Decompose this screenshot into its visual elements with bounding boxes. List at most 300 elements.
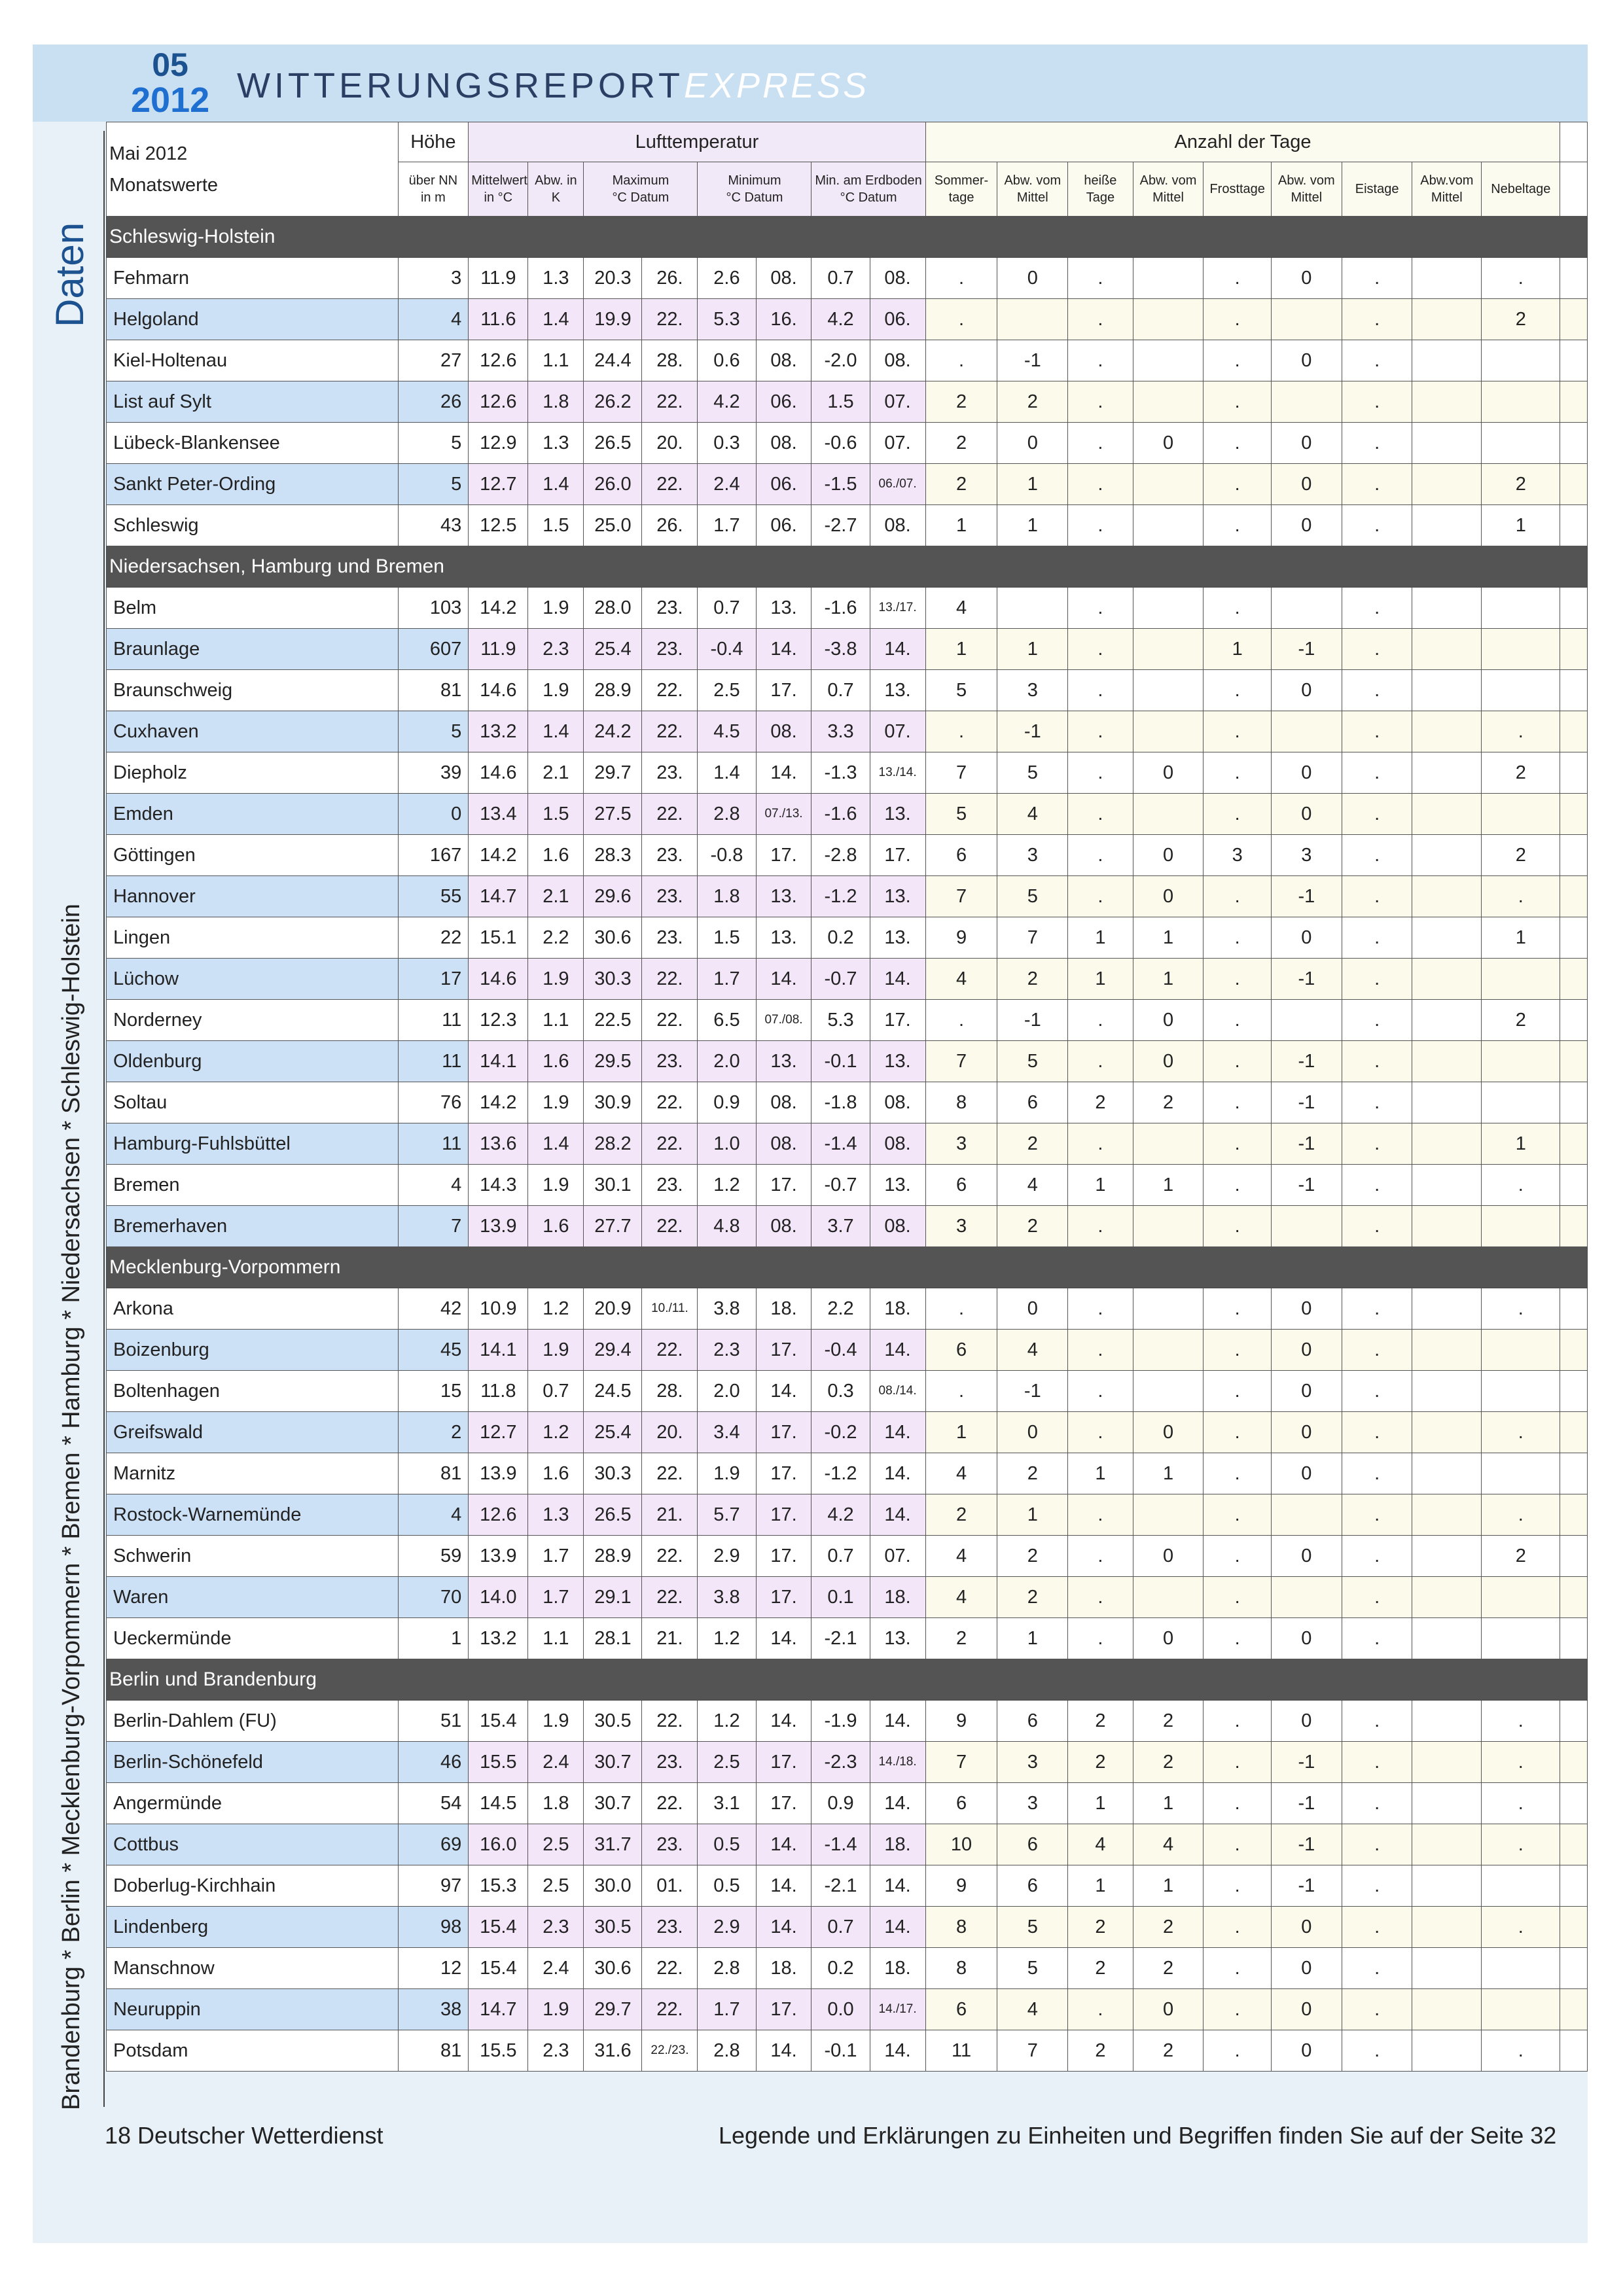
- temperature-cell: 12.7: [469, 1412, 528, 1453]
- station-name: Kiel-Holtenau: [107, 340, 399, 381]
- day-count-cell: 8: [925, 1082, 997, 1123]
- temperature-cell: 2.5: [528, 1865, 584, 1907]
- temperature-cell: 18.: [870, 1577, 925, 1618]
- day-count-cell: 4: [1133, 1824, 1204, 1865]
- day-count-cell: [1412, 1206, 1482, 1247]
- temperature-cell: 13./14.: [870, 752, 925, 794]
- station-name: Boizenburg: [107, 1330, 399, 1371]
- station-row: [107, 299, 1588, 340]
- station-name: Waren: [107, 1577, 399, 1618]
- temperature-cell: 13./17.: [870, 588, 925, 629]
- station-name: Greifswald: [107, 1412, 399, 1453]
- temperature-cell: 08.: [756, 423, 812, 464]
- day-count-cell: .: [1068, 1123, 1133, 1165]
- subheader-line2: Tage: [1086, 190, 1115, 205]
- day-count-cell: -1: [1271, 1041, 1342, 1082]
- day-count-cell: .: [1342, 1824, 1412, 1865]
- day-count-cell: [1482, 1041, 1560, 1082]
- temperature-cell: 1.5: [698, 917, 756, 959]
- temperature-cell: 13.: [870, 876, 925, 917]
- temperature-cell: 14.: [756, 1907, 812, 1948]
- station-name: Hannover: [107, 876, 399, 917]
- day-count-cell: .: [925, 1371, 997, 1412]
- subheader-line1: Abw. in: [535, 173, 577, 188]
- subheader-line1: Min. am Erdboden: [815, 173, 922, 188]
- row-spacer: [1560, 1165, 1588, 1206]
- temperature-cell: -1.2: [812, 876, 870, 917]
- day-count-cell: .: [1068, 1412, 1133, 1453]
- day-count-cell: [1412, 670, 1482, 711]
- temperature-cell: 06.: [756, 505, 812, 546]
- temperature-cell: 0.3: [698, 423, 756, 464]
- row-spacer: [1560, 1618, 1588, 1659]
- temperature-cell: 1.9: [528, 1082, 584, 1123]
- day-count-cell: 2: [1133, 1082, 1204, 1123]
- temperature-cell: 17.: [870, 835, 925, 876]
- day-count-cell: 4: [1068, 1824, 1133, 1865]
- day-count-cell: 0: [1271, 752, 1342, 794]
- station-row: [107, 1123, 1588, 1165]
- temperature-cell: 0.5: [698, 1865, 756, 1907]
- day-count-cell: 4: [925, 1536, 997, 1577]
- day-count-cell: .: [1482, 1288, 1560, 1330]
- row-spacer: [1560, 1206, 1588, 1247]
- day-count-cell: [1412, 1288, 1482, 1330]
- day-count-cell: 2: [1068, 1948, 1133, 1989]
- temperature-cell: 22.: [642, 1206, 698, 1247]
- day-count-cell: 1: [1068, 1165, 1133, 1206]
- row-spacer: [1560, 1536, 1588, 1577]
- day-count-cell: 2: [997, 1577, 1068, 1618]
- temperature-cell: 14.: [756, 1824, 812, 1865]
- day-count-cell: .: [1342, 1330, 1412, 1371]
- temperature-cell: 23.: [642, 1907, 698, 1948]
- day-count-cell: .: [1204, 1206, 1272, 1247]
- temperature-cell: 23.: [642, 588, 698, 629]
- day-count-cell: .: [1482, 1742, 1560, 1783]
- temperature-cell: -1.8: [812, 1082, 870, 1123]
- day-count-cell: 7: [997, 917, 1068, 959]
- day-count-cell: .: [1342, 1165, 1412, 1206]
- day-count-cell: .: [1342, 1577, 1412, 1618]
- day-count-cell: .: [1482, 1701, 1560, 1742]
- day-count-cell: 5: [997, 1041, 1068, 1082]
- day-count-cell: 0: [997, 423, 1068, 464]
- subheader-line2: in m: [420, 190, 446, 205]
- temperature-cell: 14.: [756, 2030, 812, 2072]
- temperature-cell: 2.4: [528, 1742, 584, 1783]
- day-count-cell: 4: [925, 1577, 997, 1618]
- day-count-cell: 4: [925, 1453, 997, 1494]
- day-count-cell: 2: [997, 1123, 1068, 1165]
- temperature-cell: 24.2: [584, 711, 642, 752]
- station-elevation: 103: [398, 588, 469, 629]
- temperature-cell: 18.: [870, 1288, 925, 1330]
- day-count-cell: 2: [925, 423, 997, 464]
- temperature-cell: 25.4: [584, 629, 642, 670]
- day-count-cell: 2: [997, 1536, 1068, 1577]
- day-count-cell: [1412, 1783, 1482, 1824]
- temperature-cell: -0.4: [812, 1330, 870, 1371]
- day-count-cell: [1412, 876, 1482, 917]
- station-elevation: 167: [398, 835, 469, 876]
- temperature-cell: 22.: [642, 1000, 698, 1041]
- station-name: Cuxhaven: [107, 711, 399, 752]
- header-hoehe: Höhe: [398, 122, 469, 162]
- day-count-cell: [1412, 1824, 1482, 1865]
- temperature-cell: 1.9: [528, 959, 584, 1000]
- temperature-cell: 18.: [756, 1948, 812, 1989]
- day-count-cell: .: [1342, 959, 1412, 1000]
- day-count-cell: [1482, 1865, 1560, 1907]
- subheader-cell: [1482, 162, 1560, 217]
- station-name: Braunlage: [107, 629, 399, 670]
- temperature-cell: 2.8: [698, 2030, 756, 2072]
- station-row: [107, 1948, 1588, 1989]
- day-count-cell: 4: [997, 1165, 1068, 1206]
- day-count-cell: .: [1068, 1330, 1133, 1371]
- temperature-cell: 20.3: [584, 258, 642, 299]
- temperature-cell: -1.6: [812, 794, 870, 835]
- day-count-cell: 2: [1068, 1701, 1133, 1742]
- temperature-cell: 14.6: [469, 959, 528, 1000]
- day-count-cell: .: [1204, 1907, 1272, 1948]
- subheader-line1: Minimum: [728, 173, 781, 188]
- day-count-cell: .: [1204, 876, 1272, 917]
- day-count-cell: 0: [1133, 1412, 1204, 1453]
- day-count-cell: .: [1342, 381, 1412, 423]
- day-count-cell: .: [1204, 670, 1272, 711]
- station-row: [107, 1165, 1588, 1206]
- day-count-cell: [1412, 1165, 1482, 1206]
- day-count-cell: .: [1342, 1536, 1412, 1577]
- station-name: Ueckermünde: [107, 1618, 399, 1659]
- day-count-cell: .: [1342, 1907, 1412, 1948]
- row-spacer: [1560, 959, 1588, 1000]
- day-count-cell: [1412, 1701, 1482, 1742]
- station-name: Lingen: [107, 917, 399, 959]
- day-count-cell: [1482, 794, 1560, 835]
- temperature-cell: 1.4: [528, 299, 584, 340]
- day-count-cell: 0: [1271, 505, 1342, 546]
- temperature-cell: 0.7: [812, 1907, 870, 1948]
- day-count-cell: 2: [997, 1206, 1068, 1247]
- temperature-cell: 2.3: [698, 1330, 756, 1371]
- subheader-line2: °C Datum: [612, 190, 669, 205]
- day-count-cell: 9: [925, 1701, 997, 1742]
- day-count-cell: .: [1342, 794, 1412, 835]
- day-count-cell: .: [1068, 1288, 1133, 1330]
- station-name: Berlin-Schönefeld: [107, 1742, 399, 1783]
- temperature-cell: 2.3: [528, 629, 584, 670]
- day-count-cell: 0: [1271, 1618, 1342, 1659]
- temperature-cell: 3.3: [812, 711, 870, 752]
- temperature-cell: 22.: [642, 299, 698, 340]
- day-count-cell: .: [1204, 794, 1272, 835]
- day-count-cell: [1412, 1618, 1482, 1659]
- temperature-cell: 17.: [756, 1494, 812, 1536]
- station-elevation: 607: [398, 629, 469, 670]
- temperature-cell: 10./11.: [642, 1288, 698, 1330]
- day-count-cell: 0: [997, 1412, 1068, 1453]
- day-count-cell: 2: [1133, 2030, 1204, 2072]
- corner-caption: Monatswerte: [109, 174, 219, 196]
- temperature-cell: 15.4: [469, 1907, 528, 1948]
- subheader-cell: [398, 162, 469, 217]
- temperature-cell: 08.: [756, 258, 812, 299]
- subheader-cell: [925, 162, 997, 217]
- station-row: [107, 1783, 1588, 1824]
- day-count-cell: 6: [997, 1701, 1068, 1742]
- temperature-cell: 22.: [642, 1082, 698, 1123]
- temperature-cell: 14.2: [469, 1082, 528, 1123]
- day-count-cell: 1: [997, 1494, 1068, 1536]
- day-count-cell: 0: [1133, 1536, 1204, 1577]
- day-count-cell: 1: [1133, 1783, 1204, 1824]
- station-name: Boltenhagen: [107, 1371, 399, 1412]
- temperature-cell: 14.0: [469, 1577, 528, 1618]
- temperature-cell: 06.: [870, 299, 925, 340]
- temperature-cell: 07.: [870, 1536, 925, 1577]
- temperature-cell: 14.: [870, 2030, 925, 2072]
- day-count-cell: -1: [997, 1371, 1068, 1412]
- day-count-cell: 8: [925, 1948, 997, 1989]
- day-count-cell: 0: [1133, 835, 1204, 876]
- day-count-cell: 0: [1271, 464, 1342, 505]
- temperature-cell: 19.9: [584, 299, 642, 340]
- day-count-cell: 2: [925, 464, 997, 505]
- day-count-cell: .: [1342, 1618, 1412, 1659]
- temperature-cell: 26.2: [584, 381, 642, 423]
- subheader-line1: Nebeltage: [1491, 182, 1551, 196]
- day-count-cell: [1133, 1494, 1204, 1536]
- day-count-cell: [1412, 1536, 1482, 1577]
- temperature-cell: 2.9: [698, 1907, 756, 1948]
- temperature-cell: 20.: [642, 423, 698, 464]
- day-count-cell: .: [1482, 1907, 1560, 1948]
- temperature-cell: 28.1: [584, 1618, 642, 1659]
- station-name: Manschnow: [107, 1948, 399, 1989]
- day-count-cell: [1412, 258, 1482, 299]
- station-elevation: 17: [398, 959, 469, 1000]
- day-count-cell: 7: [925, 752, 997, 794]
- table-body: [107, 217, 1588, 2072]
- temperature-cell: 30.3: [584, 959, 642, 1000]
- temperature-cell: 2.8: [698, 794, 756, 835]
- temperature-cell: -1.4: [812, 1123, 870, 1165]
- station-elevation: 45: [398, 1330, 469, 1371]
- day-count-cell: -1: [1271, 959, 1342, 1000]
- temperature-cell: 1.7: [698, 1989, 756, 2030]
- station-name: Helgoland: [107, 299, 399, 340]
- day-count-cell: .: [1204, 1783, 1272, 1824]
- day-count-cell: .: [1342, 629, 1412, 670]
- station-name: Belm: [107, 588, 399, 629]
- station-elevation: 69: [398, 1824, 469, 1865]
- station-elevation: 3: [398, 258, 469, 299]
- row-spacer: [1560, 1123, 1588, 1165]
- temperature-cell: 1.2: [528, 1288, 584, 1330]
- temperature-cell: 14.: [870, 959, 925, 1000]
- temperature-cell: 23.: [642, 752, 698, 794]
- day-count-cell: 4: [997, 1330, 1068, 1371]
- temperature-cell: 1.5: [528, 505, 584, 546]
- temperature-cell: -1.5: [812, 464, 870, 505]
- station-elevation: 76: [398, 1082, 469, 1123]
- station-elevation: 42: [398, 1288, 469, 1330]
- day-count-cell: [1482, 1948, 1560, 1989]
- day-count-cell: 0: [1271, 1453, 1342, 1494]
- row-spacer: [1560, 1000, 1588, 1041]
- station-name: Lübeck-Blankensee: [107, 423, 399, 464]
- day-count-cell: .: [1204, 1948, 1272, 1989]
- day-count-cell: .: [1342, 423, 1412, 464]
- day-count-cell: .: [1204, 423, 1272, 464]
- station-elevation: 70: [398, 1577, 469, 1618]
- temperature-cell: 23.: [642, 1742, 698, 1783]
- day-count-cell: 1: [1482, 917, 1560, 959]
- row-spacer: [1560, 711, 1588, 752]
- station-elevation: 4: [398, 1165, 469, 1206]
- subheader-cell: [1133, 162, 1204, 217]
- region-name: Niedersachsen, Hamburg und Bremen: [107, 546, 1588, 588]
- day-count-cell: 1: [925, 1412, 997, 1453]
- day-count-cell: [1412, 381, 1482, 423]
- row-spacer: [1560, 1742, 1588, 1783]
- header-anzahl-tage: Anzahl der Tage: [925, 122, 1560, 162]
- station-row: [107, 670, 1588, 711]
- row-spacer: [1560, 464, 1588, 505]
- temperature-cell: 21.: [642, 1494, 698, 1536]
- day-count-cell: [1412, 1989, 1482, 2030]
- temperature-cell: 22.: [642, 711, 698, 752]
- day-count-cell: .: [1342, 1989, 1412, 2030]
- temperature-cell: 14.2: [469, 588, 528, 629]
- day-count-cell: [1482, 959, 1560, 1000]
- day-count-cell: [1271, 381, 1342, 423]
- temperature-cell: 14.: [870, 629, 925, 670]
- temperature-cell: 0.7: [812, 258, 870, 299]
- station-row: [107, 1371, 1588, 1412]
- day-count-cell: .: [1342, 464, 1412, 505]
- temperature-cell: -2.8: [812, 835, 870, 876]
- subheader-line1: über NN: [408, 173, 458, 188]
- day-count-cell: [1412, 1742, 1482, 1783]
- day-count-cell: .: [1204, 588, 1272, 629]
- day-count-cell: [1412, 629, 1482, 670]
- day-count-cell: [1482, 1453, 1560, 1494]
- day-count-cell: .: [1068, 876, 1133, 917]
- day-count-cell: .: [925, 711, 997, 752]
- station-elevation: 38: [398, 1989, 469, 2030]
- temperature-cell: 14.1: [469, 1330, 528, 1371]
- temperature-cell: 28.: [642, 340, 698, 381]
- sidebar-divider: [103, 131, 105, 2107]
- temperature-cell: 31.7: [584, 1824, 642, 1865]
- day-count-cell: [1482, 1371, 1560, 1412]
- temperature-cell: 30.3: [584, 1453, 642, 1494]
- issue-year: 2012: [131, 80, 210, 120]
- header-row-top: [107, 122, 1588, 162]
- temperature-cell: 3.8: [698, 1577, 756, 1618]
- temperature-cell: 1.6: [528, 1041, 584, 1082]
- temperature-cell: 30.5: [584, 1701, 642, 1742]
- day-count-cell: -1: [1271, 1742, 1342, 1783]
- station-elevation: 11: [398, 1041, 469, 1082]
- day-count-cell: 0: [1133, 876, 1204, 917]
- day-count-cell: [1412, 752, 1482, 794]
- day-count-cell: 1: [925, 629, 997, 670]
- temperature-cell: 1.2: [528, 1412, 584, 1453]
- monthly-weather-table: [106, 122, 1588, 2072]
- temperature-cell: 13.9: [469, 1206, 528, 1247]
- day-count-cell: 4: [925, 959, 997, 1000]
- temperature-cell: 1.7: [698, 959, 756, 1000]
- row-spacer: [1560, 1783, 1588, 1824]
- temperature-cell: 13.9: [469, 1453, 528, 1494]
- temperature-cell: 07.: [870, 381, 925, 423]
- day-count-cell: [997, 588, 1068, 629]
- temperature-cell: 22.: [642, 1701, 698, 1742]
- day-count-cell: -1: [1271, 1123, 1342, 1165]
- day-count-cell: 6: [997, 1082, 1068, 1123]
- temperature-cell: 2.6: [698, 258, 756, 299]
- station-elevation: 81: [398, 2030, 469, 2072]
- day-count-cell: 3: [997, 835, 1068, 876]
- day-count-cell: 3: [997, 670, 1068, 711]
- day-count-cell: -1: [997, 1000, 1068, 1041]
- temperature-cell: 27.7: [584, 1206, 642, 1247]
- temperature-cell: 29.1: [584, 1577, 642, 1618]
- day-count-cell: .: [1204, 1123, 1272, 1165]
- temperature-cell: 08.: [870, 505, 925, 546]
- temperature-cell: 22.: [642, 1123, 698, 1165]
- row-spacer: [1560, 505, 1588, 546]
- day-count-cell: .: [1342, 1453, 1412, 1494]
- station-name: Bremerhaven: [107, 1206, 399, 1247]
- day-count-cell: .: [1342, 1000, 1412, 1041]
- day-count-cell: 0: [1133, 1000, 1204, 1041]
- temperature-cell: 2.5: [698, 670, 756, 711]
- day-count-cell: -1: [1271, 1783, 1342, 1824]
- temperature-cell: 11.9: [469, 629, 528, 670]
- temperature-cell: 17.: [870, 1000, 925, 1041]
- temperature-cell: 14.: [756, 752, 812, 794]
- temperature-cell: 0.9: [698, 1082, 756, 1123]
- day-count-cell: .: [1204, 505, 1272, 546]
- day-count-cell: .: [1342, 752, 1412, 794]
- day-count-cell: 6: [925, 1330, 997, 1371]
- day-count-cell: .: [1342, 1494, 1412, 1536]
- temperature-cell: 1.3: [528, 258, 584, 299]
- day-count-cell: [1412, 959, 1482, 1000]
- report-title: [237, 65, 869, 106]
- temperature-cell: 14.3: [469, 1165, 528, 1206]
- temperature-cell: 26.: [642, 505, 698, 546]
- day-count-cell: [1133, 1123, 1204, 1165]
- day-count-cell: 1: [1068, 959, 1133, 1000]
- temperature-cell: 1.4: [528, 464, 584, 505]
- station-row: [107, 629, 1588, 670]
- row-spacer: [1560, 917, 1588, 959]
- temperature-cell: 23.: [642, 917, 698, 959]
- temperature-cell: 29.6: [584, 876, 642, 917]
- day-count-cell: [1271, 588, 1342, 629]
- day-count-cell: [1271, 1494, 1342, 1536]
- temperature-cell: 4.2: [698, 381, 756, 423]
- day-count-cell: 1: [1068, 1783, 1133, 1824]
- station-row: [107, 1742, 1588, 1783]
